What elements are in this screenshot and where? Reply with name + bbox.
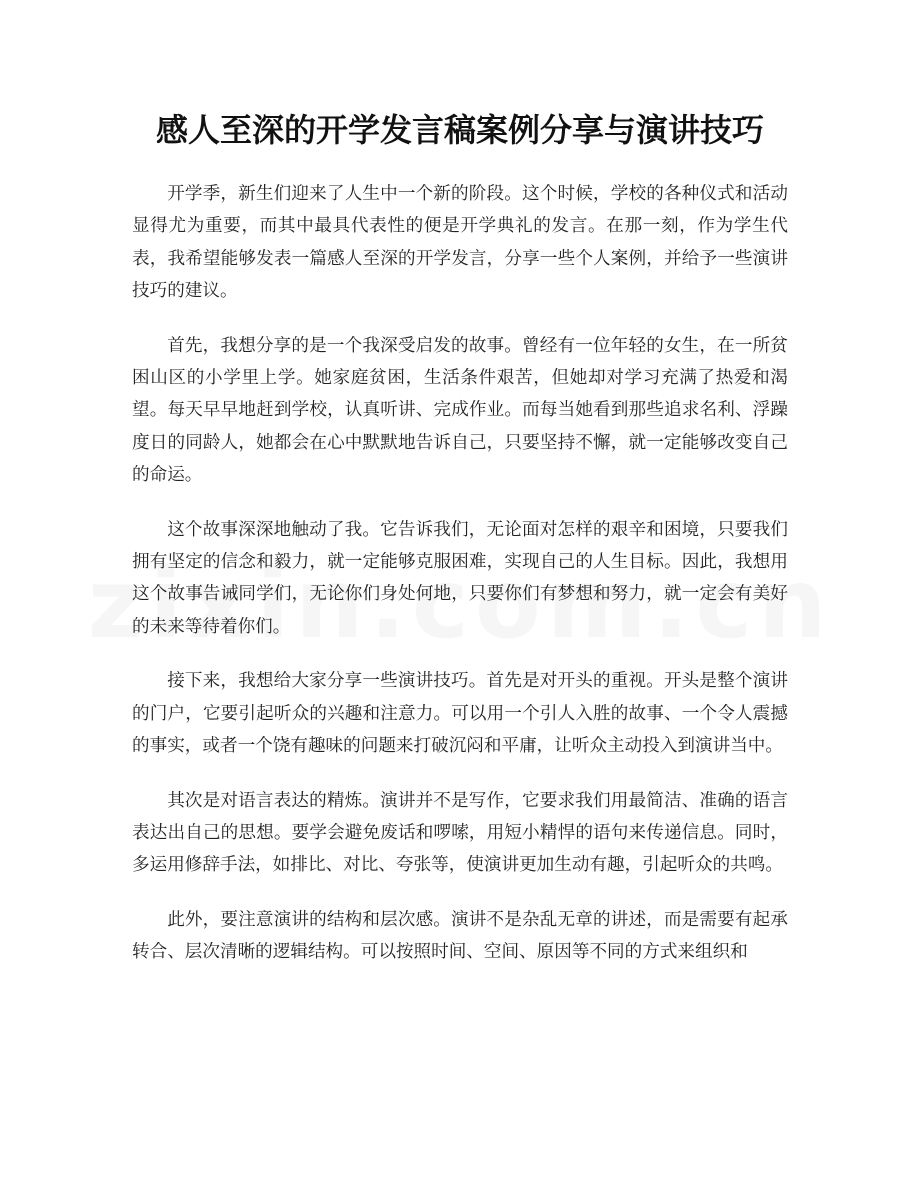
paragraph-2: 首先，我想分享的是一个我深受启发的故事。曾经有一位年轻的女生，在一所贫困山区的小学里上学。她家庭贫困，生活条件艰苦，但她却对学习充满了热爱和渴望。每天早早地赶到学校，认真听讲、完成作业。而每当她看到那些追求名利、浮躁度日的同龄人，她都会在心中默默地告诉自己，只要坚持不懈，就一定能够改变自己的命运。 bbox=[132, 335, 788, 486]
paragraph-5: 其次是对语言表达的精炼。演讲并不是写作，它要求我们用最简洁、准确的语言表达出自己的思想。要学会避免废话和啰嗦，用短小精悍的语句来传递信息。同时，多运用修辞手法，如排比、对比、夸张等，使演讲更加生动有趣，引起听众的共鸣。 bbox=[132, 790, 788, 876]
paragraph-6: 此外，要注意演讲的结构和层次感。演讲不是杂乱无章的讲述，而是需要有起承转合、层次清晰的逻辑结构。可以按照时间、空间、原因等不同的方式来组织和 bbox=[132, 909, 788, 963]
document-body bbox=[132, 178, 788, 991]
paragraph-3: 这个故事深深地触动了我。它告诉我们，无论面对怎样的艰辛和困境，只要我们拥有坚定的信念和毅力，就一定能够克服困难，实现自己的人生目标。因此，我想用这个故事告诫同学们，无论你们身处何地，只要你们有梦想和努力，就一定会有美好的未来等待着你们。 bbox=[132, 519, 788, 637]
paragraph-4: 接下来，我想给大家分享一些演讲技巧。首先是对开头的重视。开头是整个演讲的门户，它要引起听众的兴趣和注意力。可以用一个引人入胜的故事、一个令人震撼的事实，或者一个饶有趣味的问题来打破沉闷和平庸，让听众主动投入到演讲当中。 bbox=[132, 671, 788, 757]
document-title: 感人至深的开学发言稿案例分享与演讲技巧 bbox=[155, 111, 764, 149]
paragraph-1: 开学季，新生们迎来了人生中一个新的阶段。这个时候，学校的各种仪式和活动显得尤为重要，而其中最具代表性的便是开学典礼的发言。在那一刻，作为学生代表，我希望能够发表一篇感人至深的开学发言，分享一些个人案例，并给予一些演讲技巧的建议。 bbox=[132, 184, 788, 302]
